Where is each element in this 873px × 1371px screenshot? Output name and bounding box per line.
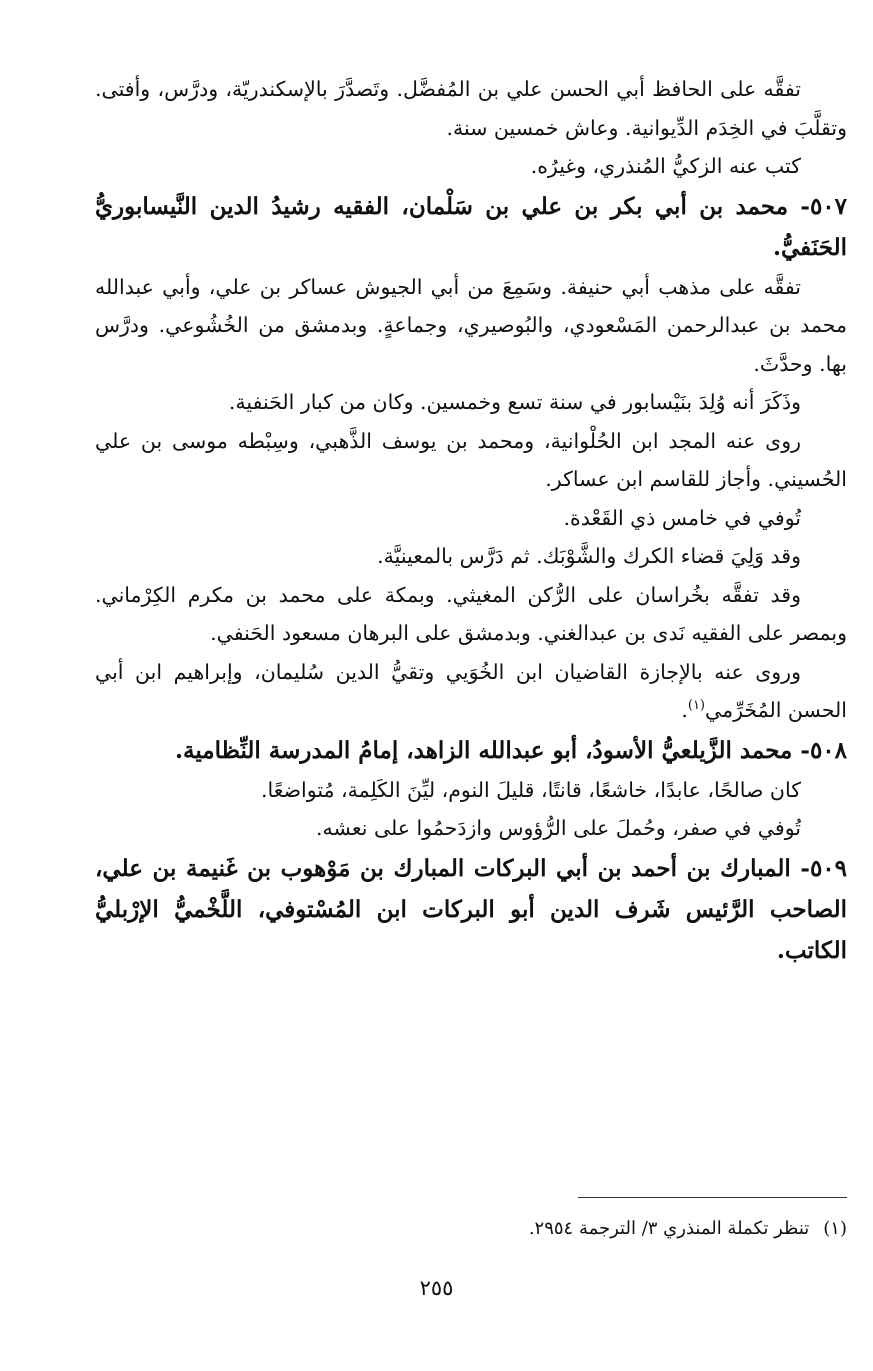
- page-body: [95, 70, 847, 971]
- footnote-text: تنظر تكملة المنذري ٣/ الترجمة ٢٩٥٤.: [528, 1218, 810, 1239]
- entry-heading-507: ٥٠٧- محمد بن أبي بكر بن علي بن سَلْمان، الفقيه رشيدُ الدين النَّيسابوريُّ الحَنَفيُّ.: [95, 192, 847, 261]
- paragraph-with-footnote-ref: [95, 653, 847, 730]
- paragraph: تُوفي في صفر، وحُملَ على الرُّؤوس وازدَحمُوا على نعشه.: [316, 816, 801, 840]
- footnote-mark: (١): [823, 1218, 847, 1239]
- footnote: [95, 1214, 847, 1244]
- paragraph: كتب عنه الزكيُّ المُنذري، وغيرُه.: [530, 154, 801, 178]
- footnote-separator: [578, 1197, 847, 1198]
- paragraph-end: .: [681, 698, 688, 722]
- paragraph: وذَكَرَ أنه وُلِدَ بنَيْسابور في سنة تسع وخمسين. وكان من كبار الحَنفية.: [228, 390, 801, 414]
- paragraph-text: وروى عنه بالإجازة القاضيان ابن الخُوَيي وتقيُّ الدين سُليمان، وإبراهيم ابن أبي الحسن المُخَرِّمي: [95, 659, 847, 722]
- paragraph: تفقَّه على مذهب أبي حنيفة. وسَمِعَ من أبي الجيوش عساكر بن علي، وأبي عبدالله محمد بن عبدالرحمن المَسْعودي، والبُوصيري، وجماعةٍ. وبدمشق من الخُشُوعي. ودرَّس بها. وحدَّثَ.: [95, 274, 847, 376]
- paragraph: وقد تفقَّه بخُراسان على الرُّكن المغيثي. وبمكة على محمد بن مكرم الكِرْماني. وبمصر على الفقيه نَدى بن عبدالغني. وبدمشق على البرهان مسعود الحَنفي.: [95, 582, 847, 645]
- paragraph: روى عنه المجد ابن الحُلْوانية، ومحمد بن يوسف الذَّهبي، وسِبْطه موسى بن علي الحُسيني. وأجاز للقاسم ابن عساكر.: [95, 428, 847, 491]
- paragraph: تُوفي في خامس ذي القَعْدة.: [563, 505, 801, 530]
- paragraph: وقد وَلِيَ قضاء الكرك والشَّوْبَك. ثم دَرَّس بالمعينيَّة.: [377, 544, 801, 568]
- page-number: ٢٥٥: [419, 1276, 454, 1300]
- footnote-reference[interactable]: (١): [687, 698, 705, 714]
- entry-heading-508: ٥٠٨- محمد الزَّيلعيُّ الأسودُ، أبو عبدالله الزاهد، إمامُ المدرسة النِّظامية.: [174, 736, 847, 764]
- paragraph: تفقَّه على الحافظ أبي الحسن علي بن المُفضَّل. وتَصدَّرَ بالإسكندريّة، ودرَّس، وأفتى. وتقلَّبَ في الخِدَم الدِّيوانية. وعاش خمسين سنة.: [95, 77, 847, 140]
- entry-heading-509: ٥٠٩- المبارك بن أحمد بن أبي البركات المبارك بن مَوْهوب بن غَنيمة بن علي، الصاحب الرَّئيس شَرف الدين أبو البركات ابن المُسْتوفي، اللَّخْميُّ الإرْبليُّ الكاتب.: [95, 854, 847, 964]
- paragraph: كان صالحًا، عابدًا، خاشعًا، قانتًا، قليلَ النوم، ليِّنَ الكَلِمة، مُتواضعًا.: [261, 777, 801, 802]
